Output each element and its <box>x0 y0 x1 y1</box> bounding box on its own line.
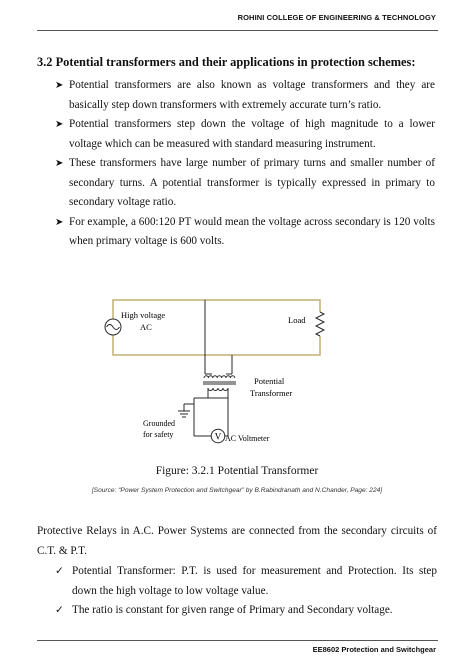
list-item <box>55 562 437 601</box>
list-item <box>55 213 435 252</box>
list-item <box>55 154 435 213</box>
check-list <box>55 562 437 621</box>
arrow-bullet-icon: ➤ <box>55 158 64 169</box>
ground-icon <box>178 404 194 417</box>
list-item <box>55 115 435 154</box>
source-label: High voltage <box>121 310 166 320</box>
ground-label-2: for safety <box>143 430 174 439</box>
voltmeter-symbol: V <box>214 431 222 442</box>
transformer-label-2: Transformer <box>250 388 293 398</box>
check-mark-icon: ✓ <box>55 565 64 577</box>
arrow-bullet-icon: ➤ <box>55 119 64 130</box>
source-label-ac: AC <box>140 322 152 332</box>
voltmeter-icon <box>211 429 225 443</box>
list-item <box>55 76 435 115</box>
footer-course: EE8602 Protection and Switchgear <box>312 645 436 654</box>
ground-label: Grounded <box>143 419 175 428</box>
voltmeter-label: AC Voltmeter <box>225 434 270 443</box>
relays-paragraph: Protective Relays in A.C. Power Systems are connected from the secondary circuits of C.T. & P.T. <box>37 525 437 557</box>
header-institution: ROHINI COLLEGE OF ENGINEERING & TECHNOLOGY <box>237 13 436 22</box>
bullet-text: For example, a 600:120 PT would mean the voltage across secondary is 120 volts when primary voltage is 600 volts. <box>69 215 435 247</box>
bullet-text: These transformers have large number of primary turns and smaller number of secondary turns. A potential transformer is typically expressed in primary to secondary voltage ratio. <box>69 157 435 208</box>
transformer-label: Potential <box>254 376 285 386</box>
check-text: The ratio is constant for given range of Primary and Secondary voltage. <box>72 604 393 616</box>
check-text: Potential Transformer: P.T. is used for measurement and Protection. Its step down the high voltage to low voltage value. <box>72 565 437 597</box>
potential-transformer-diagram <box>0 290 474 455</box>
figure-source: [Source: “Power System Protection and Switchgear” by B.Rabindranath and N.Chander, Page: 224] <box>91 487 383 494</box>
arrow-bullet-icon: ➤ <box>55 80 64 91</box>
footer-divider <box>37 640 438 641</box>
arrow-bullet-icon: ➤ <box>55 216 64 228</box>
figure-caption: Figure: 3.2.1 Potential Transformer <box>155 465 319 477</box>
bullet-text: Potential transformers are also known as voltage transformers and they are basically step down transformers with extremely accurate turn’s ratio. <box>69 79 435 111</box>
resistor-icon <box>314 312 326 336</box>
check-mark-icon: ✓ <box>55 604 64 616</box>
bullet-text: Potential transformers step down the voltage of high magnitude to a lower voltage which can be measured with standard measuring instrument. <box>69 118 435 150</box>
ac-source-icon <box>105 319 121 335</box>
bullet-list <box>55 76 435 252</box>
header-divider <box>37 30 438 31</box>
load-label: Load <box>288 315 306 325</box>
section-title: 3.2 Potential transformers and their applications in protection schemes: <box>37 55 416 69</box>
list-item <box>55 601 437 621</box>
